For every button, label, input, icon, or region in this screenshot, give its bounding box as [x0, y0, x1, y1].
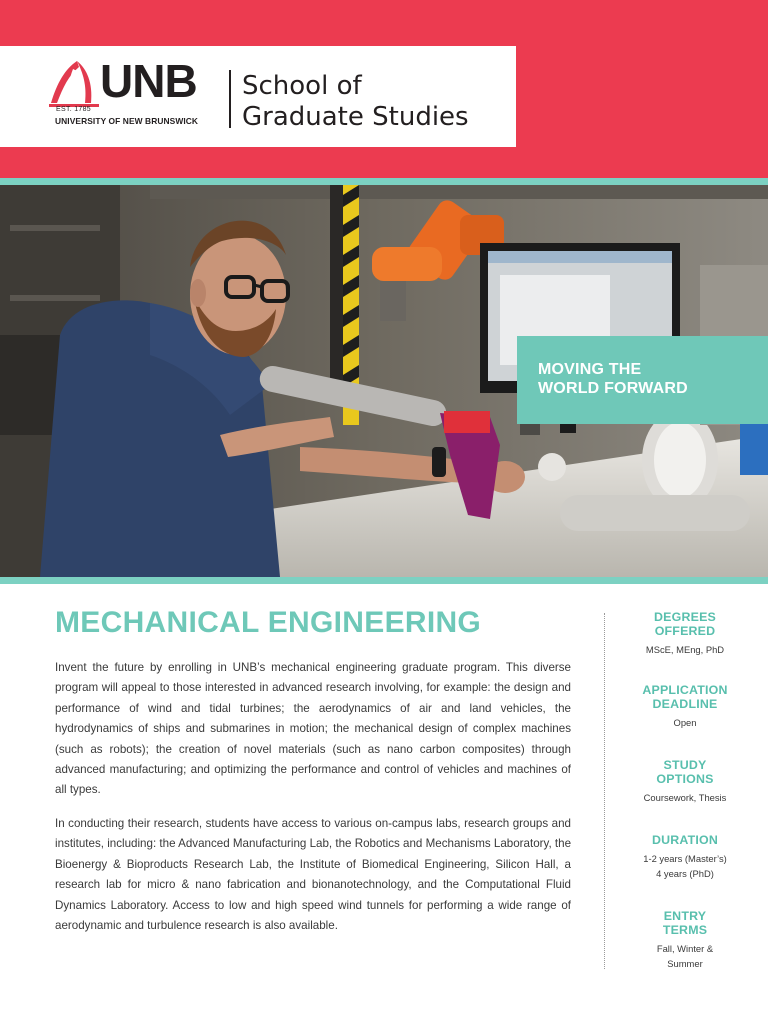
university-name: UNIVERSITY OF NEW BRUNSWICK: [55, 116, 199, 126]
established-year: EST. 1785: [56, 106, 91, 113]
fact-heading: DURATION: [651, 833, 719, 847]
fact-value: 1-2 years (Master’s): [643, 853, 727, 864]
fact-application-deadline: [610, 683, 760, 730]
tagline-line-2: WORLD FORWARD: [538, 380, 688, 397]
unb-sail-logo-icon: [47, 59, 103, 111]
school-name-line-1: School of: [242, 71, 362, 101]
fact-entry-terms: [610, 909, 760, 971]
fact-value: 4 years (PhD): [656, 868, 714, 879]
fact-heading: STUDY: [663, 758, 707, 772]
teal-divider-top: [0, 178, 768, 185]
fact-value: Coursework, Thesis: [643, 792, 727, 803]
school-name-line-2: Graduate Studies: [242, 102, 469, 132]
fact-value: Summer: [667, 958, 703, 969]
fact-heading: APPLICATION: [642, 683, 728, 697]
sidebar-divider: [604, 613, 605, 969]
fact-degrees-offered: [610, 610, 760, 657]
fact-study-options: [610, 758, 760, 805]
logo-divider: [229, 70, 231, 128]
unb-logo-card: [0, 46, 516, 147]
fact-value: MScE, MEng, PhD: [645, 644, 725, 655]
header-band: [0, 0, 768, 178]
teal-divider-bottom: [0, 577, 768, 584]
program-title: MECHANICAL ENGINEERING: [55, 606, 482, 639]
research-facilities-paragraph: In conducting their research, students have access to various on-campus labs, research groups and institutes, including: the Advanced Manufacturing Lab, the Robotics and Mechanisms Laboratory, the Bioenergy & Bioproducts Research Lab, the Institute of Biomedical Engineering, Silicon Hall, a research lab for micro & nano fabrication and bionanotechnology, and the Computational Fluid Dynamics Laboratory. Access to low and high speed wind tunnels for performing a wide range of aerodynamic and turbulence research is also available.: [55, 817, 572, 933]
fact-heading: DEGREES: [654, 610, 716, 624]
unb-wordmark: UNB: [100, 55, 197, 107]
fact-heading: TERMS: [662, 923, 708, 937]
fact-heading: OFFERED: [654, 624, 716, 638]
fact-duration: [610, 833, 760, 881]
fact-heading: DEADLINE: [652, 697, 718, 711]
fact-heading: OPTIONS: [656, 772, 714, 786]
hero-photo-lab: [0, 185, 768, 577]
fact-value: Fall, Winter &: [656, 943, 714, 954]
fact-value: Open: [673, 717, 697, 728]
tagline-box: [517, 336, 768, 424]
tagline-line-1: MOVING THE: [538, 361, 642, 378]
fact-heading: ENTRY: [663, 909, 707, 923]
program-description-paragraph: Invent the future by enrolling in UNB’s mechanical engineering graduate program. This diverse program will appeal to those interested in advanced research involving, for example: the design and performance of wind and tidal turbines; the aerodynamics of air and land vehicles, the hydrodynamics of ships and submarines in motion; the mechanical design of complex machines (such as robots); the creation of novel materials (such as nano carbon composites) through advanced manufacturing; and optimizing the performance and control of vehicles and machines of all types.: [55, 661, 571, 797]
